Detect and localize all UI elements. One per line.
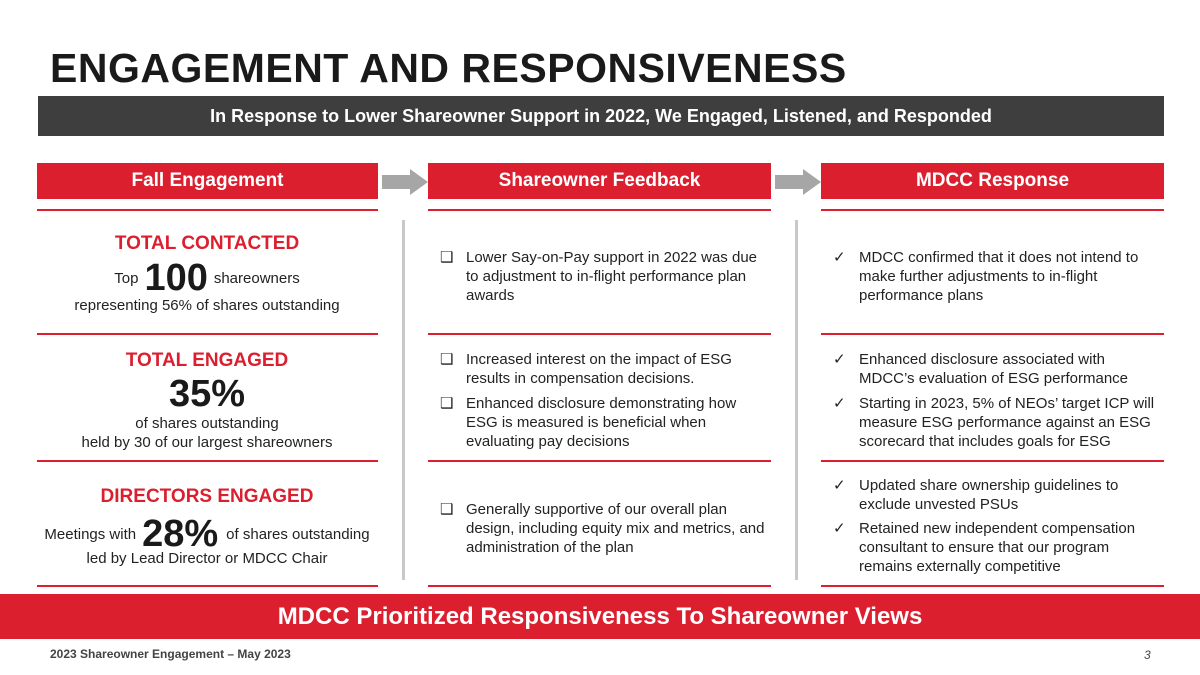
checkmark-icon: ✓ bbox=[833, 520, 846, 537]
square-bullet-icon: ❑ bbox=[440, 351, 454, 368]
total-engaged-label: TOTAL ENGAGED bbox=[125, 350, 289, 371]
total-contacted-suffix: shareowners bbox=[213, 269, 300, 287]
total-contacted-prefix: Top bbox=[114, 269, 139, 287]
divider bbox=[37, 209, 378, 211]
square-bullet-icon: ❑ bbox=[440, 501, 454, 518]
total-engaged-detail-1: of shares outstanding bbox=[135, 415, 279, 432]
total-engaged-detail-2: held by 30 of our largest shareowners bbox=[81, 434, 333, 451]
checkmark-icon: ✓ bbox=[833, 477, 846, 494]
total-contacted-detail: representing 56% of shares outstanding bbox=[74, 297, 340, 314]
divider bbox=[428, 460, 771, 462]
column-header-mdcc-response: MDCC Response bbox=[821, 163, 1164, 199]
response-item bbox=[833, 519, 1158, 576]
response-item bbox=[833, 350, 1158, 388]
response-text: Updated share ownership guidelines to exclude unvested PSUs bbox=[859, 477, 1119, 513]
checkmark-icon: ✓ bbox=[833, 249, 846, 266]
response-text: Retained new independent compensation consultant to ensure that our program remains externally competitive bbox=[859, 520, 1136, 575]
divider bbox=[428, 333, 771, 335]
divider bbox=[821, 460, 1164, 462]
checkmark-icon: ✓ bbox=[833, 351, 846, 368]
checkmark-icon: ✓ bbox=[833, 395, 846, 412]
subtitle-banner: In Response to Lower Shareowner Support in 2022, We Engaged, Listened, and Responded bbox=[38, 96, 1164, 136]
column-separator bbox=[402, 220, 405, 580]
page-title: ENGAGEMENT AND RESPONSIVENESS bbox=[50, 45, 847, 91]
response-text: Starting in 2023, 5% of NEOs’ target ICP will measure ESG performance against an ESG scorecard that includes goals for ESG bbox=[859, 395, 1155, 450]
total-contacted-label: TOTAL CONTACTED bbox=[114, 233, 300, 254]
page-number: 3 bbox=[1144, 648, 1151, 662]
response-text: Enhanced disclosure associated with MDCC’s evaluation of ESG performance bbox=[859, 351, 1129, 387]
right-arrow-icon bbox=[775, 169, 821, 195]
divider bbox=[821, 333, 1164, 335]
feedback-text: Enhanced disclosure demonstrating how ESG is measured is beneficial when evaluating pay decisions bbox=[466, 395, 737, 450]
divider bbox=[37, 585, 378, 587]
square-bullet-icon: ❑ bbox=[440, 249, 454, 266]
response-item bbox=[833, 394, 1158, 451]
total-engaged-number: 35% bbox=[168, 373, 246, 415]
total-contacted-number: 100 bbox=[144, 256, 208, 299]
divider bbox=[37, 460, 378, 462]
feedback-text: Increased interest on the impact of ESG results in compensation decisions. bbox=[466, 351, 732, 387]
column-header-shareowner-feedback: Shareowner Feedback bbox=[428, 163, 771, 199]
divider bbox=[428, 585, 771, 587]
divider bbox=[37, 333, 378, 335]
directors-engaged-label: DIRECTORS ENGAGED bbox=[100, 486, 314, 507]
feedback-item bbox=[440, 248, 765, 305]
directors-engaged-prefix: Meetings with bbox=[44, 525, 137, 543]
square-bullet-icon: ❑ bbox=[440, 395, 454, 412]
divider bbox=[821, 209, 1164, 211]
divider bbox=[428, 209, 771, 211]
right-arrow-icon bbox=[382, 169, 428, 195]
total-contacted-row bbox=[37, 258, 377, 298]
feedback-text: Lower Say-on-Pay support in 2022 was due to adjustment to in-flight performance plan awards bbox=[466, 249, 758, 304]
column-separator bbox=[795, 220, 798, 580]
directors-engaged-number: 28% bbox=[142, 512, 219, 555]
divider bbox=[821, 585, 1164, 587]
conclusion-banner: MDCC Prioritized Responsiveness To Shareowner Views bbox=[0, 594, 1200, 639]
feedback-item bbox=[440, 500, 765, 557]
response-item bbox=[833, 476, 1158, 514]
feedback-item bbox=[440, 350, 765, 388]
directors-engaged-detail: led by Lead Director or MDCC Chair bbox=[86, 550, 328, 567]
response-item bbox=[833, 248, 1158, 305]
feedback-text: Generally supportive of our overall plan design, including equity mix and metrics, and administration of the plan bbox=[466, 501, 765, 556]
column-header-fall-engagement: Fall Engagement bbox=[37, 163, 378, 199]
response-text: MDCC confirmed that it does not intend to make further adjustments to in-flight performance plans bbox=[859, 249, 1139, 304]
feedback-item bbox=[440, 394, 765, 451]
footer-caption: 2023 Shareowner Engagement – May 2023 bbox=[50, 647, 291, 661]
directors-engaged-suffix: of shares outstanding bbox=[226, 525, 370, 543]
